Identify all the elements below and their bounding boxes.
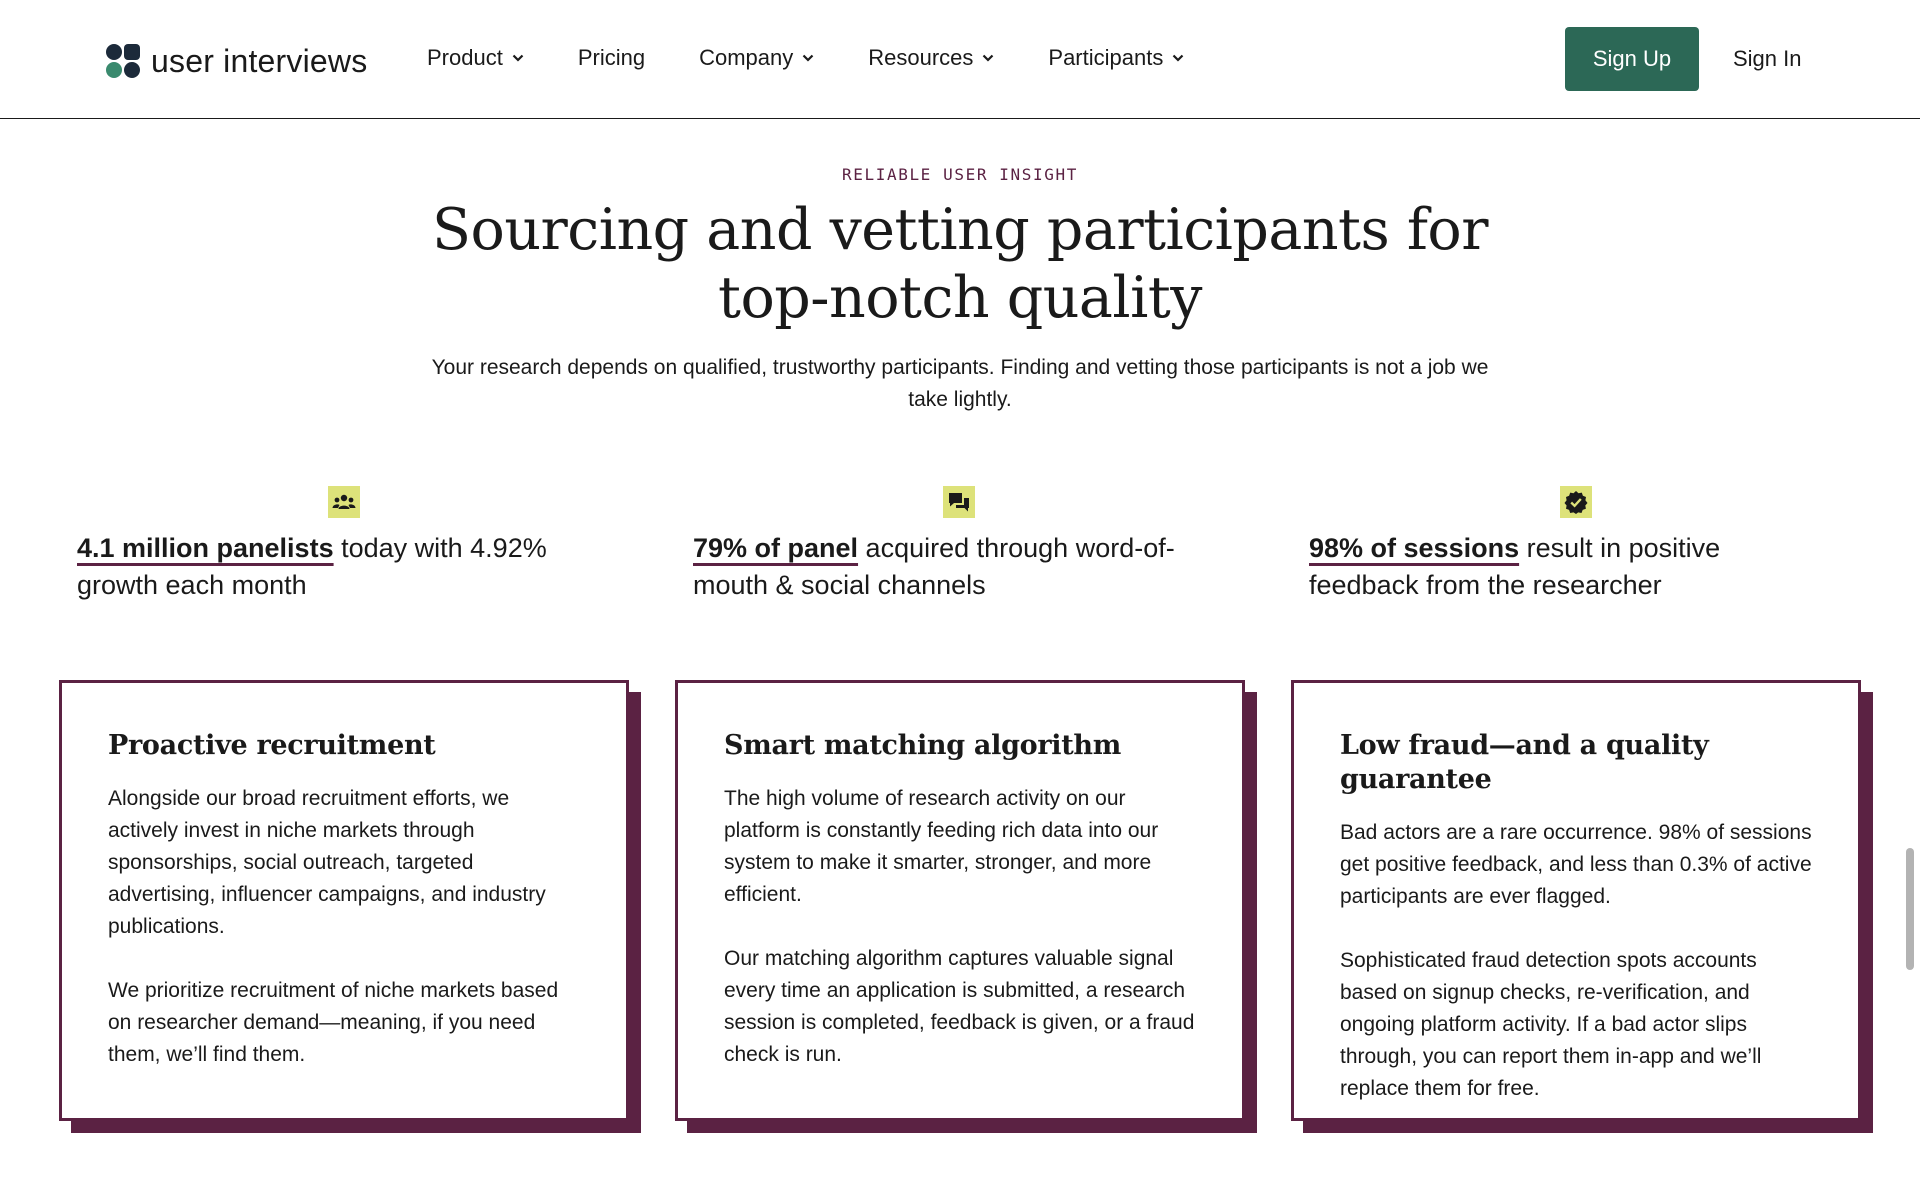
card-title: Proactive recruitment (108, 730, 436, 761)
page-scrollbar-thumb[interactable] (1906, 848, 1914, 970)
people-group-icon (328, 486, 360, 518)
stat-highlight: 4.1 million panelists (77, 533, 334, 563)
headline-line-2: top-notch quality (718, 265, 1202, 331)
stat-rest: today with 4.92% growth each month (77, 533, 547, 600)
nav-item-resources[interactable] (868, 45, 994, 71)
chat-bubbles-icon (943, 486, 975, 518)
chevron-down-icon (802, 52, 814, 64)
stat-text (77, 530, 597, 604)
stat-text (1309, 530, 1829, 604)
nav-links (427, 45, 1184, 71)
card-paragraph: The high volume of research activity on our platform is constantly feeding rich data into our system to make it smarter, stronger, and more efficient. (724, 787, 1159, 906)
stat-text (693, 530, 1213, 604)
sign-up-button[interactable]: Sign Up (1565, 27, 1699, 91)
stat-rest: acquired through word-of-mouth & social channels (693, 533, 1175, 600)
section-eyebrow: RELIABLE USER INSIGHT (842, 165, 1078, 184)
card-body (1291, 680, 1861, 1121)
card-body (675, 680, 1245, 1121)
feature-card-matching (675, 680, 1259, 1134)
logo[interactable] (106, 43, 367, 80)
sign-in-link[interactable]: Sign In (1733, 46, 1802, 71)
nav-item-participants[interactable] (1048, 45, 1184, 71)
nav-item-company[interactable] (699, 45, 814, 71)
nav-item-label: Participants (1048, 45, 1164, 70)
chevron-down-icon (982, 52, 994, 64)
headline-line-1: Sourcing and vetting participants for (431, 197, 1488, 263)
stat-highlight: 98% of sessions (1309, 533, 1520, 563)
logo-mark-icon (106, 44, 141, 79)
card-paragraph: We prioritize recruitment of niche markets based on researcher demand—meaning, if you need them, we’ll find them. (108, 979, 559, 1066)
nav-item-label: Pricing (577, 45, 646, 70)
chevron-down-icon (1172, 52, 1184, 64)
nav-item-product[interactable] (427, 45, 524, 71)
logo-text: user interviews (151, 43, 368, 79)
card-paragraph: Bad actors are a rare occurrence. 98% of sessions get positive feedback, and less than 0.3% of active participants are ever flagged. (1340, 821, 1812, 908)
stat-rest: result in positive feedback from the researcher (1309, 533, 1721, 600)
nav-item-pricing[interactable] (578, 45, 645, 71)
feature-card-fraud (1291, 680, 1875, 1134)
card-body (59, 680, 629, 1121)
card-title: Smart matching algorithm (724, 730, 1122, 761)
card-paragraph: Alongside our broad recruitment efforts, we actively invest in niche markets through sponsorships, social outreach, targeted advertising, influencer campaigns, and industry publications. (108, 787, 546, 938)
chevron-down-icon (512, 52, 524, 64)
verified-badge-icon (1560, 486, 1592, 518)
card-paragraph: Sophisticated fraud detection spots accounts based on signup checks, re-verification, and ongoing platform activity. If a bad actor slips through, you can report them in-app and we’ll replace them for free. (1340, 949, 1762, 1100)
top-nav (0, 0, 1920, 119)
section-subhead: Your research depends on qualified, trustworthy participants. Finding and vetting those participants is not a job we take lightly. (431, 356, 1489, 411)
feature-card-recruitment (59, 680, 643, 1134)
card-title: Low fraud—and a quality guarantee (1340, 730, 1709, 795)
card-paragraph: Our matching algorithm captures valuable signal every time an application is submitted, a research session is completed, feedback is given, or a fraud check is run. (724, 947, 1195, 1066)
nav-item-label: Resources (868, 45, 974, 70)
nav-item-label: Product (427, 45, 503, 70)
nav-item-label: Company (699, 45, 794, 70)
section-headline (360, 196, 1560, 332)
stat-highlight: 79% of panel (693, 533, 859, 563)
